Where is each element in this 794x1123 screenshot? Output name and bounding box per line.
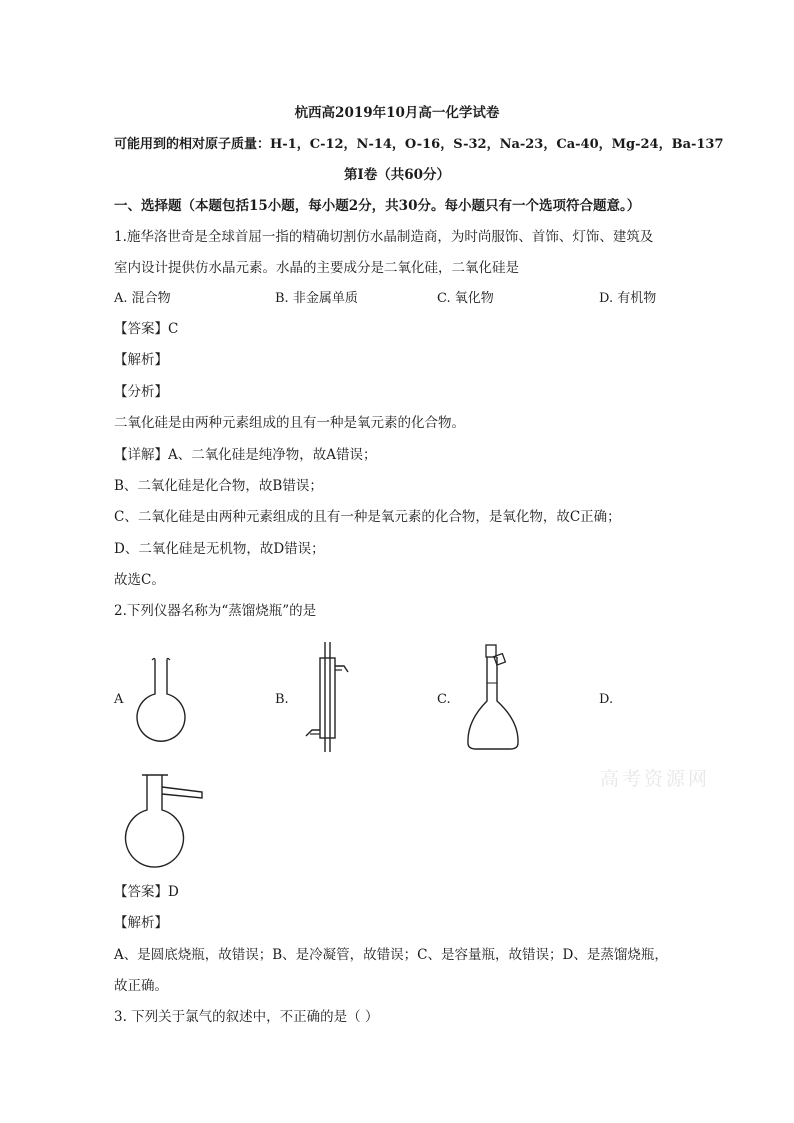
- q2-explain-line1: A、是圆底烧瓶，故错误；B、是冷凝管，故错误；C、是容量瓶，故错误；D、是蒸馏烧瓶，: [114, 947, 668, 963]
- exam-title: 杭西高2019年10月高一化学试卷: [294, 105, 500, 121]
- q2-explain-line2: 故正确。: [114, 978, 168, 994]
- q2-stem: 2.下列仪器名称为“蒸馏烧瓶”的是: [114, 603, 317, 619]
- q1-detail-b: B、二氧化硅是化合物，故B错误；: [114, 478, 323, 494]
- q1-fenxi-label: 【分析】: [114, 384, 168, 400]
- q1-answer: 【答案】C: [114, 321, 179, 337]
- q1-option-c: C. 氧化物: [437, 291, 494, 306]
- section-title: 第Ⅰ卷（共60分）: [343, 167, 451, 183]
- q2-analysis-label: 【解析】: [114, 915, 168, 931]
- q1-option-d: D. 有机物: [599, 291, 657, 306]
- q2-label-b: B.: [275, 692, 289, 707]
- atomic-mass-line: 可能用到的相对原子质量：H-1，C-12，N-14，O-16，S-32，Na-23，Ca-40，Mg-24，Ba-137: [114, 137, 724, 152]
- q2-label-c: C.: [437, 692, 451, 707]
- q1-conclusion: 故选C。: [114, 572, 165, 588]
- q1-option-b: B. 非金属单质: [275, 291, 358, 306]
- q1-detail-d: D、二氧化硅是无机物，故D错误；: [114, 541, 325, 557]
- q1-analysis-label: 【解析】: [114, 352, 168, 368]
- watermark: 高考资源网: [600, 768, 711, 790]
- q1-stem-line2: 室内设计提供仿水晶元素。水晶的主要成分是二氧化硅，二氧化硅是: [114, 260, 519, 276]
- q2-label-d: D.: [599, 692, 614, 707]
- q1-stem-line1: 1.施华洛世奇是全球首屈一指的精确切割仿水晶制造商，为时尚服饰、首饰、灯饰、建筑及: [114, 229, 654, 245]
- q2-label-a: A: [114, 692, 124, 707]
- q3-stem: 3. 下列关于氯气的叙述中，不正确的是（ ）: [114, 1009, 379, 1025]
- condenser-figure: [298, 640, 358, 755]
- q1-detail-c: C、二氧化硅是由两种元素组成的且有一种是氧元素的化合物，是氧化物，故C正确；: [114, 509, 621, 525]
- q2-answer: 【答案】D: [114, 884, 179, 900]
- distillation-flask-figure: [120, 770, 210, 870]
- round-bottom-flask-figure: [130, 652, 190, 747]
- q1-fenxi: 二氧化硅是由两种元素组成的且有一种是氧元素的化合物。: [114, 415, 465, 431]
- q1-detail-a: 【详解】A、二氧化硅是纯净物，故A错误；: [114, 447, 377, 463]
- volumetric-flask-figure: [462, 643, 532, 753]
- q1-option-a: A. 混合物: [114, 291, 171, 306]
- part-heading: 一、选择题（本题包括15小题，每小题2分，共30分。每小题只有一个选项符合题意。）: [114, 198, 641, 214]
